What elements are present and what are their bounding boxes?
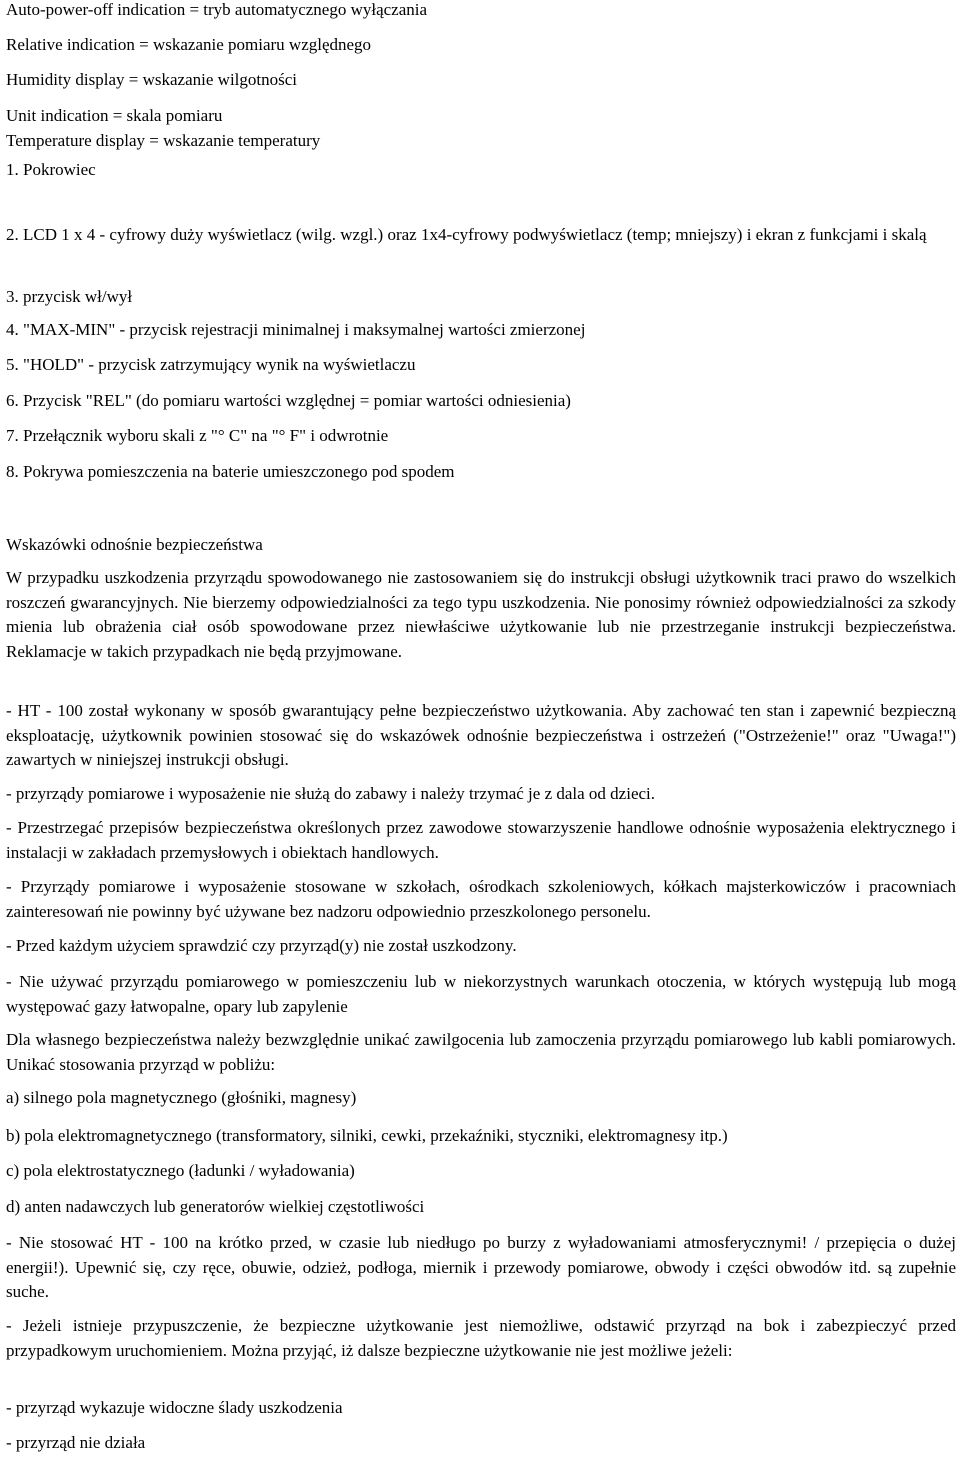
safety-list-item: b) pola elektromagnetycznego (transformatory, silniki, cewki, przekaźniki, styczniki, elektromagnesy itp.): [6, 1126, 728, 1145]
safety-paragraph: - Jeżeli istnieje przypuszczenie, że bezpieczne użytkowanie jest niemożliwe, odstawić przyrząd na bok i zabezpieczyć przed przypadkowym uruchomieniem. Można przyjąć, iż dalsze bezpieczne użytkowanie nie jest możliwe jeżeli:: [6, 1316, 956, 1360]
safety-paragraph: - przyrządy pomiarowe i wyposażenie nie służą do zabawy i należy trzymać je z dala od dzieci.: [6, 784, 656, 803]
safety-list-item: - przyrząd nie działa: [6, 1433, 146, 1452]
safety-paragraph: Dla własnego bezpieczeństwa należy bezwzględnie unikać zawilgocenia lub zamoczenia przyrządu pomiarowego lub kabli pomiarowych. Unikać stosowania przyrząd w pobliżu:: [6, 1030, 956, 1074]
part-item: 3. przycisk wł/wył: [6, 287, 133, 306]
glossary-item: Temperature display = wskazanie temperatury: [6, 131, 321, 150]
glossary-item: Auto-power-off indication = tryb automatycznego wyłączania: [6, 0, 428, 19]
safety-list-item: - przyrząd wykazuje widoczne ślady uszkodzenia: [6, 1398, 343, 1417]
part-item: 2. LCD 1 x 4 - cyfrowy duży wyświetlacz (wilg. wzgl.) oraz 1x4-cyfrowy podwyświetlacz (temp; mniejszy) i ekran z funkcjami i skalą: [6, 225, 927, 244]
section-heading: Wskazówki odnośnie bezpieczeństwa: [6, 535, 263, 554]
safety-list-item: c) pola elektrostatycznego (ładunki / wyładowania): [6, 1161, 355, 1180]
part-item: 7. Przełącznik wyboru skali z "° C" na "° F" i odwrotnie: [6, 426, 389, 445]
safety-paragraph: - Nie stosować HT - 100 na krótko przed, w czasie lub niedługo po burzy z wyładowaniami atmosferycznymi! / przepięcia o dużej energii!). Upewnić się, czy ręce, obuwie, odzież, podłoga, miernik i przewody pomiarowe, obwody i części obwodów itd. są zupełnie suche.: [6, 1233, 956, 1301]
part-item: 8. Pokrywa pomieszczenia na baterie umieszczonego pod spodem: [6, 462, 455, 481]
safety-paragraph: - Przed każdym użyciem sprawdzić czy przyrząd(y) nie został uszkodzony.: [6, 936, 517, 955]
safety-paragraph: - Przestrzegać przepisów bezpieczeństwa określonych przez zawodowe stowarzyszenie handlowe odnośnie wyposażenia elektrycznego i instalacji w zakładach przemysłowych i obiektach handlowych.: [6, 818, 956, 862]
safety-list-item: d) anten nadawczych lub generatorów wielkiej częstotliwości: [6, 1197, 425, 1216]
safety-paragraph: W przypadku uszkodzenia przyrządu spowodowanego nie zastosowaniem się do instrukcji obsługi użytkownik traci prawo do wszelkich roszczeń gwarancyjnych. Nie bierzemy odpowiedzialności za tego typu uszkodzenia. Nie ponosimy również odpowiedzialności za szkody mienia lub obrażenia ciał osób spowodowane przez niewłaściwe użytkowanie lub nie przestrzeganie instrukcji bezpieczeństwa. Reklamacje w takich przypadkach nie będą przyjmowane.: [6, 568, 956, 661]
glossary-item: Relative indication = wskazanie pomiaru względnego: [6, 35, 372, 54]
safety-paragraph: - HT - 100 został wykonany w sposób gwarantujący pełne bezpieczeństwo użytkowania. Aby zachować ten stan i zapewnić bezpieczną eksploatację, użytkownik powinien stosować się do wskazówek odnośnie bezpieczeństwa i ostrzeżeń ("Ostrzeżenie!" oraz "Uwaga!") zawartych w niniejszej instrukcji obsługi.: [6, 701, 956, 769]
part-item: 4. "MAX-MIN" - przycisk rejestracji minimalnej i maksymalnej wartości zmierzonej: [6, 320, 586, 339]
safety-list-item: a) silnego pola magnetycznego (głośniki, magnesy): [6, 1088, 357, 1107]
glossary-item: Humidity display = wskazanie wilgotności: [6, 70, 297, 89]
safety-paragraph: - Przyrządy pomiarowe i wyposażenie stosowane w szkołach, ośrodkach szkoleniowych, kółkach majsterkowiczów i pracowniach zainteresowań nie powinny być używane bez nadzoru odpowiednio przeszkolonego personelu.: [6, 877, 956, 921]
part-item: 1. Pokrowiec: [6, 160, 96, 179]
safety-paragraph: - Nie używać przyrządu pomiarowego w pomieszczeniu lub w niekorzystnych warunkach otoczenia, w których występują lub mogą występować gazy łatwopalne, opary lub zapylenie: [6, 972, 956, 1016]
glossary-item: Unit indication = skala pomiaru: [6, 106, 223, 125]
part-item: 6. Przycisk "REL" (do pomiaru wartości względnej = pomiar wartości odniesienia): [6, 391, 571, 410]
part-item: 5. "HOLD" - przycisk zatrzymujący wynik na wyświetlaczu: [6, 355, 416, 374]
